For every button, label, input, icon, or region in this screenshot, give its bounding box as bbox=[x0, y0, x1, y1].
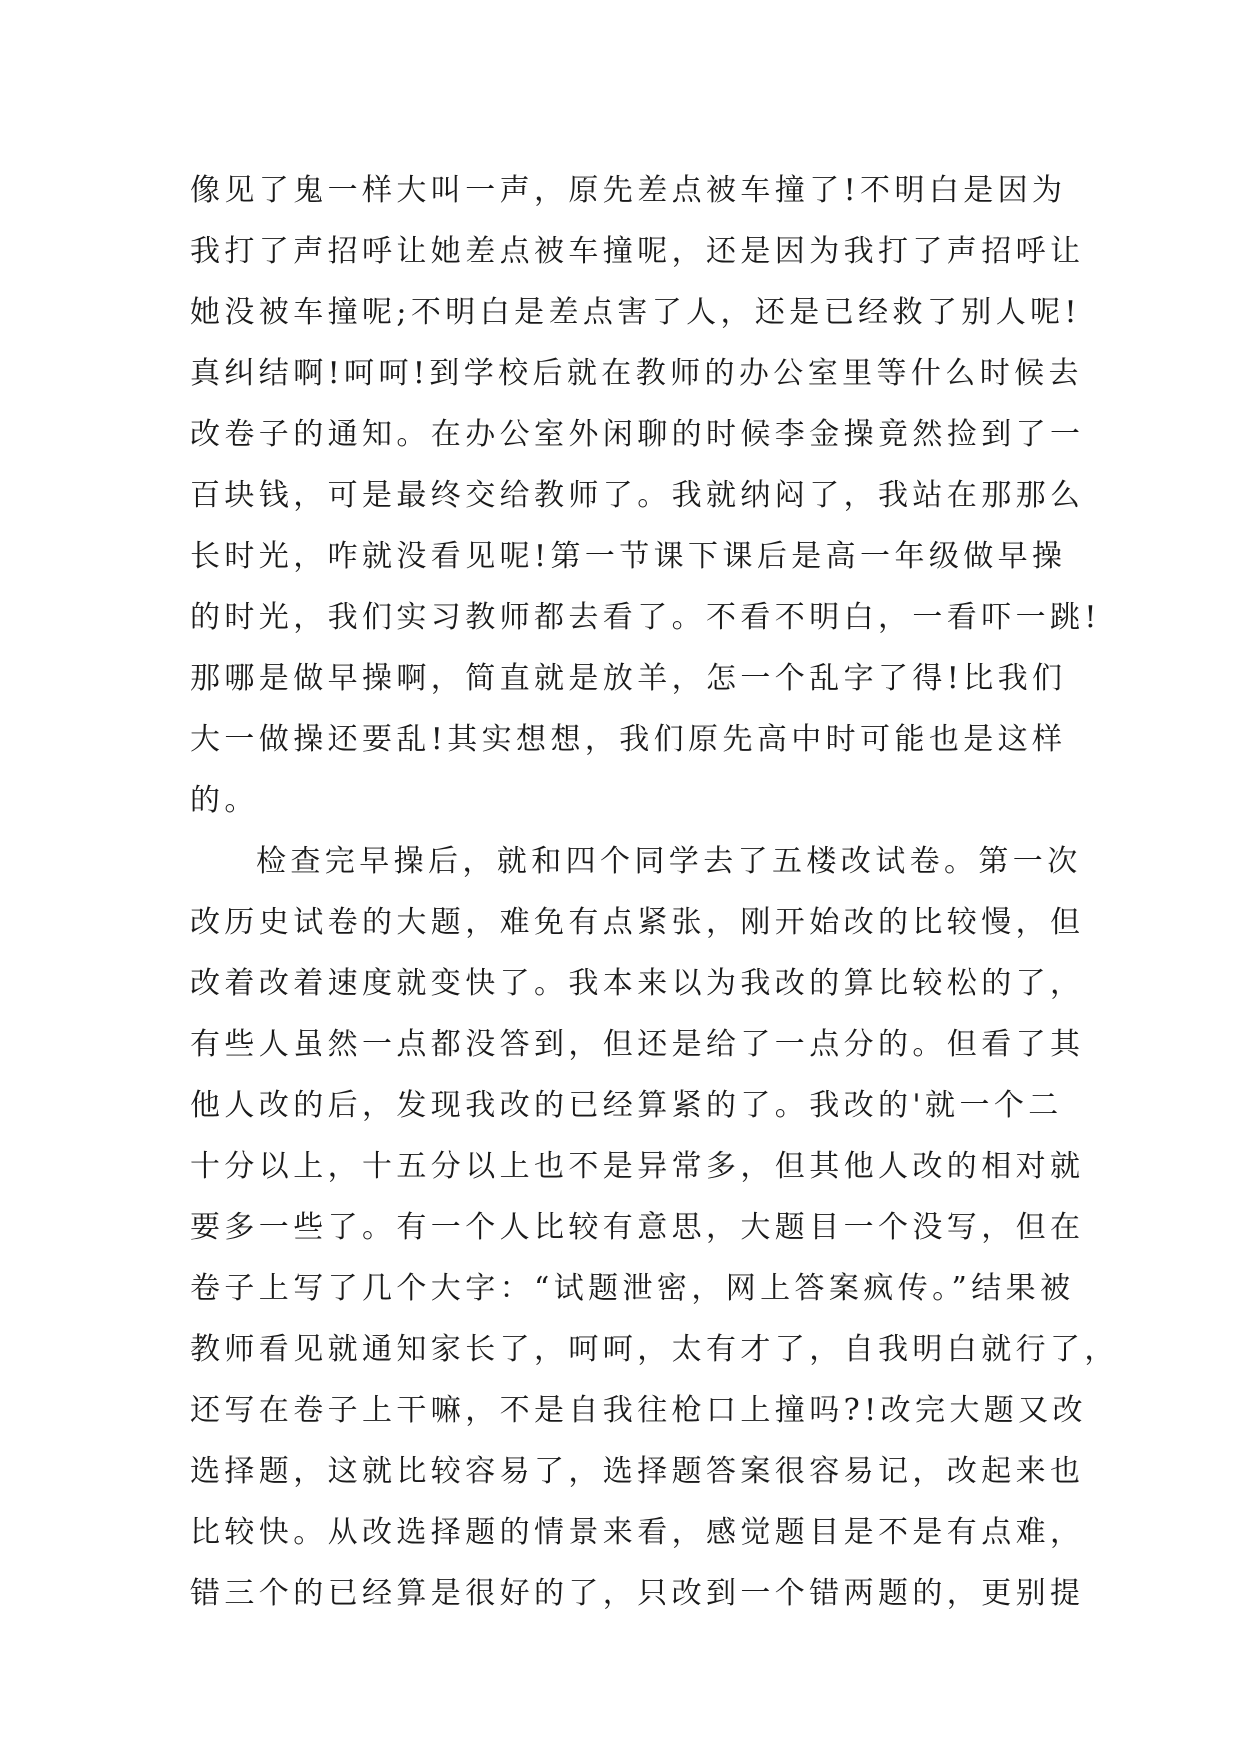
text-line: 改历史试卷的大题，难免有点紧张，刚开始改的比较慢，但 bbox=[190, 905, 1085, 940]
text-line: 有些人虽然一点都没答到，但还是给了一点分的。但看了其 bbox=[190, 1027, 1085, 1062]
text-line: 他人改的后，发现我改的已经算紧的了。我改的'就一个二 bbox=[190, 1088, 1063, 1123]
text-line: 她没被车撞呢;不明白是差点害了人，还是已经救了别人呢! bbox=[190, 295, 1081, 330]
text-line: 卷子上写了几个大字：“试题泄密，网上答案疯传。”结果被 bbox=[190, 1271, 1075, 1306]
body-text bbox=[190, 160, 1119, 1624]
text-line: 大一做操还要乱!其实想想，我们原先高中时可能也是这样 bbox=[190, 722, 1067, 757]
text-line: 要多一些了。有一个人比较有意思，大题目一个没写，但在 bbox=[190, 1210, 1085, 1245]
paragraph-start-line: 检查完早操后，就和四个同学去了五楼改试卷。第一次 bbox=[256, 844, 1082, 879]
text-line: 真纠结啊!呵呵!到学校后就在教师的办公室里等什么时候去 bbox=[190, 356, 1083, 391]
text-line: 选择题，这就比较容易了，选择题答案很容易记，改起来也 bbox=[190, 1454, 1085, 1489]
text-line: 教师看见就通知家长了，呵呵，太有才了，自我明白就行了， bbox=[190, 1332, 1119, 1367]
text-line: 改着改着速度就变快了。我本来以为我改的算比较松的了， bbox=[190, 966, 1085, 1001]
text-line: 百块钱，可是最终交给教师了。我就纳闷了，我站在那那么 bbox=[190, 478, 1085, 513]
text-line: 的。 bbox=[190, 783, 259, 818]
text-line: 错三个的已经算是很好的了，只改到一个错两题的，更别提 bbox=[190, 1576, 1085, 1611]
text-line: 比较快。从改选择题的情景来看，感觉题目是不是有点难， bbox=[190, 1515, 1085, 1550]
text-line: 改卷子的通知。在办公室外闲聊的时候李金操竟然捡到了一 bbox=[190, 417, 1085, 452]
text-line: 那哪是做早操啊，简直就是放羊，怎一个乱字了得!比我们 bbox=[190, 661, 1067, 696]
text-line: 长时光，咋就没看见呢!第一节课下课后是高一年级做早操 bbox=[190, 539, 1067, 574]
text-line: 十分以上，十五分以上也不是异常多，但其他人改的相对就 bbox=[190, 1149, 1085, 1184]
text-line: 的时光，我们实习教师都去看了。不看不明白，一看吓一跳! bbox=[190, 600, 1101, 635]
text-line: 我打了声招呼让她差点被车撞呢，还是因为我打了声招呼让 bbox=[190, 234, 1085, 269]
text-line: 像见了鬼一样大叫一声，原先差点被车撞了!不明白是因为 bbox=[190, 173, 1067, 208]
text-line: 还写在卷子上干嘛，不是自我往枪口上撞吗?!改完大题又改 bbox=[190, 1393, 1087, 1428]
